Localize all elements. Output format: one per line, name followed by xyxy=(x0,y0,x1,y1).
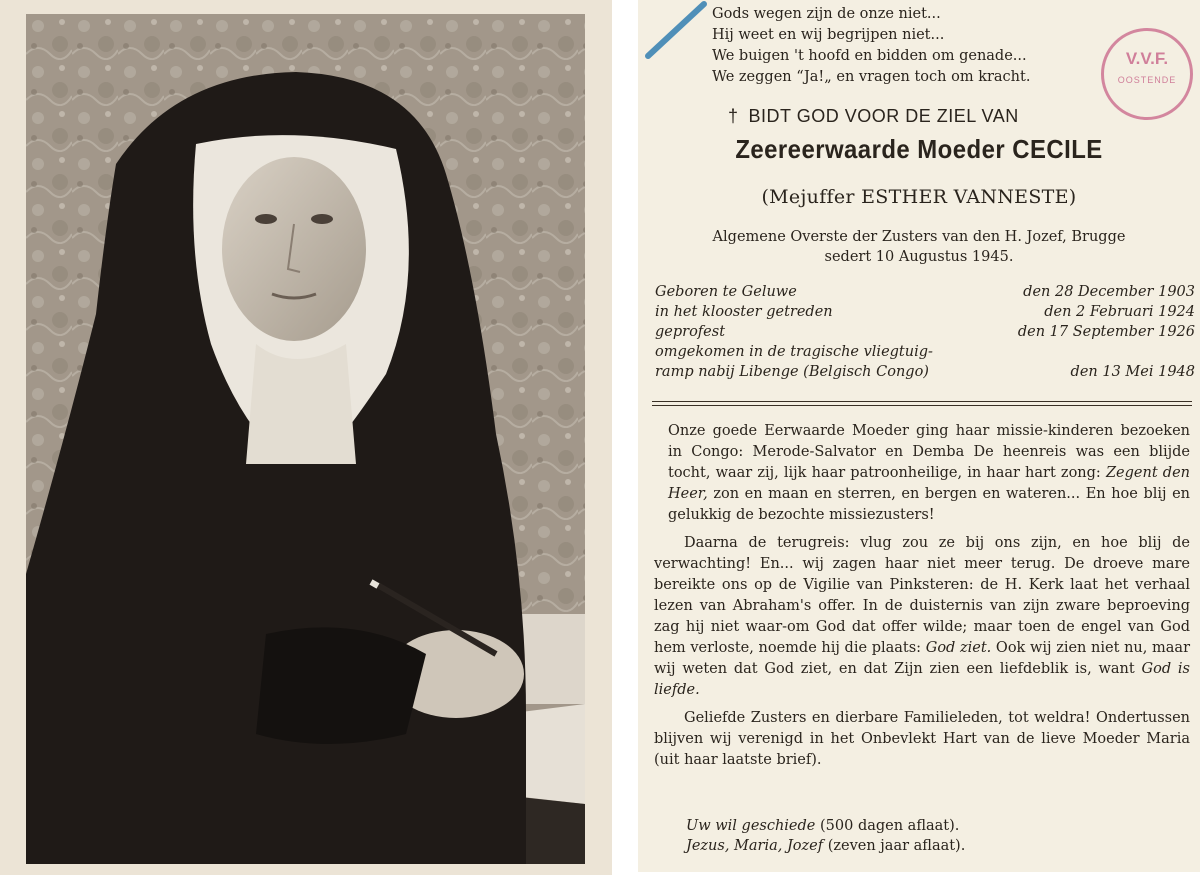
date-value: den 17 September 1926 xyxy=(1017,324,1195,340)
date-row xyxy=(655,362,1195,382)
cross-icon: † xyxy=(728,106,739,126)
date-value: den 28 December 1903 xyxy=(1023,284,1195,300)
poem-line: We buigen 't hoofd en bidden om genade... xyxy=(712,48,1027,64)
indulgence-note: (500 dagen aflaat). xyxy=(815,818,960,834)
portrait-photo xyxy=(26,14,585,864)
deceased-name: Zeereerwaarde Moeder CECILE xyxy=(735,134,1103,164)
body-emphasis: God is liefde. xyxy=(654,661,1190,698)
body-emphasis: Zegent den Heer, xyxy=(668,465,1190,502)
role-line: sedert 10 Augustus 1945. xyxy=(824,249,1014,265)
date-event: geprofest xyxy=(655,324,726,340)
stamp-line-2: OOSTENDE xyxy=(1117,75,1177,85)
role-line: Algemene Overste der Zusters van den H. Jozef, Brugge xyxy=(712,229,1126,245)
portrait-illustration xyxy=(26,14,585,864)
life-dates xyxy=(655,282,1195,382)
body-paragraph xyxy=(654,533,1190,701)
memorial-text-card xyxy=(638,0,1200,872)
body-paragraph: Geliefde Zusters en dierbare Familieleden, tot weldra! Ondertussen blijven wij verenigd in het Onbevlekt Hart van de lieve Moeder Maria (uit haar laatste brief). xyxy=(654,710,1190,768)
indulgence-line xyxy=(686,836,1186,856)
maiden-name: (Mejuffer ESTHER VANNESTE) xyxy=(761,186,1077,208)
poem-line: Hij weet en wij begrijpen niet... xyxy=(712,27,945,43)
divider xyxy=(652,401,1192,406)
prayer-heading xyxy=(728,106,1128,127)
date-value: den 2 Februari 1924 xyxy=(1044,304,1195,320)
memorial-body xyxy=(654,421,1190,778)
date-event: omgekomen in de tragische vliegtuig- xyxy=(655,344,933,360)
date-row xyxy=(655,342,1195,362)
indulgence-note: (zeven jaar aflaat). xyxy=(823,838,966,854)
prayer-heading-text: BIDT GOD VOOR DE ZIEL VAN xyxy=(748,106,1019,126)
date-row xyxy=(655,322,1195,342)
body-emphasis: God ziet. xyxy=(925,640,992,656)
body-text: Ook wij zien niet nu, maar wij weten dat God ziet, en dat Zijn zien een liefdeblik is, want xyxy=(654,640,1190,677)
role-description xyxy=(638,227,1200,267)
date-event: in het klooster getreden xyxy=(655,304,833,320)
pen-mark-icon xyxy=(642,0,712,60)
indulgence-prayer: Uw wil geschiede xyxy=(686,818,816,834)
poem-line: We zeggen “Ja!„ en vragen toch om kracht. xyxy=(712,69,1031,85)
body-paragraph xyxy=(654,421,1190,526)
indulgence-line xyxy=(686,816,1186,836)
body-text: Onze goede Eerwaarde Moeder ging haar missie-kinderen bezoeken in Congo: Merode-Salvator en Demba De heenreis was een blijde tocht, waar zij, lijk haar patroonheilige, in haar hart zong: xyxy=(668,423,1190,481)
indulgences xyxy=(686,816,1186,856)
date-event: ramp nabij Libenge (Belgisch Congo) xyxy=(655,364,929,380)
stamp-line-1: V.V.F. xyxy=(1125,49,1169,68)
date-value: den 13 Mei 1948 xyxy=(1070,364,1195,380)
date-row xyxy=(655,282,1195,302)
date-row xyxy=(655,302,1195,322)
poem-line: Gods wegen zijn de onze niet... xyxy=(712,6,941,22)
body-text: Daarna de terugreis: vlug zou ze bij ons zijn, en hoe blij de verwachting! En... wij zagen haar niet meer terug. De droeve mare bereikte ons op de Vigilie van Pinksteren: de H. Kerk laat het verhaal lezen van Abraham's offer. In de duisternis van zijn zware beproeving zag hij niet waar-om God dat offer wilde; maar toen de engel van God hem verloste, noemde hij die plaats: xyxy=(654,535,1190,656)
date-event: Geboren te Geluwe xyxy=(655,284,797,300)
body-text: zon en maan en sterren, en bergen en wateren... En hoe blij en gelukkig de bezochte missiezusters! xyxy=(668,486,1190,523)
poem xyxy=(712,4,1132,88)
indulgence-prayer: Jezus, Maria, Jozef xyxy=(686,838,824,854)
